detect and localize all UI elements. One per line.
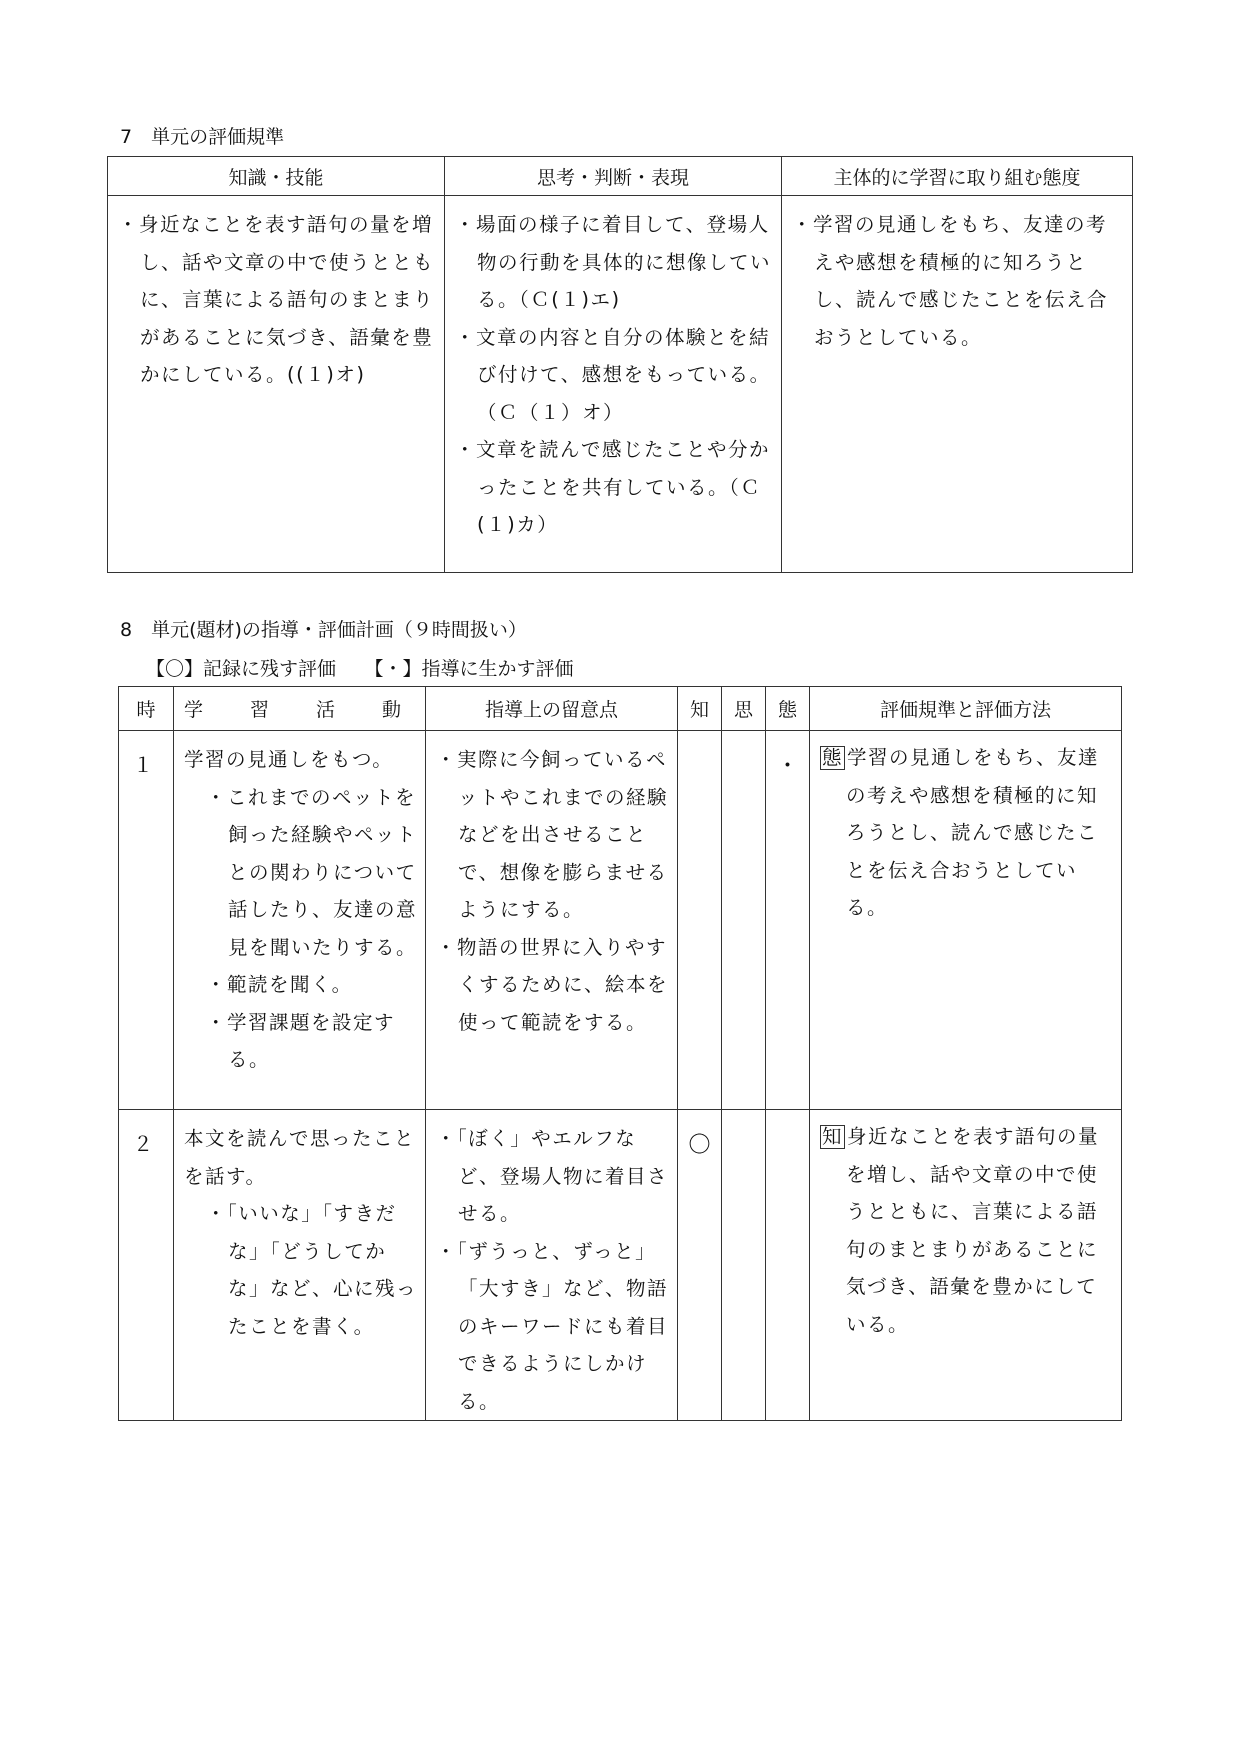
activity-item: ・範読を聞く。 — [206, 973, 353, 996]
knowledge-mark: 〇 — [678, 1110, 722, 1421]
evaluation-legend: 【〇】記録に残す評価 【・】指導に生かす評価 — [146, 658, 574, 680]
activity-item: ・「いいな」「すきだな」「どうしてかな」など、心に残ったことを書く。 — [206, 1202, 418, 1338]
header-instruction-notes: 指導上の留意点 — [426, 687, 678, 731]
note-item: ・実際に今飼っているペットやこれまでの経験などを出させることで、想像を膨らませるようにする。 — [436, 748, 669, 921]
thinking-mark — [722, 1110, 766, 1421]
activity-lead: 学習の見通しをもつ。 — [184, 748, 394, 771]
evaluation-cell — [810, 731, 1122, 1110]
criteria-item: ・文章を読んで感じたことや分かったことを共有している。（Ｃ(１)カ） — [455, 438, 771, 536]
criteria-item: ・身近なことを表す語句の量を増し、話や文章の中で使うとともに、言葉による語句のまとまりがあることに気づき、語彙を豊かにしている。((１)オ) — [118, 213, 435, 386]
section-7-title: 7 単元の評価規準 — [120, 126, 285, 148]
header-knowledge: 知 — [678, 687, 722, 731]
criteria-item: ・文章の内容と自分の体験とを結び付けて、感想をもっている。（Ｃ（１）オ） — [455, 325, 771, 424]
note-item: ・物語の世界に入りやすくするために、絵本を使って範読をする。 — [436, 935, 669, 1034]
attitude-mark: ・ — [766, 731, 810, 1110]
header-thinking-judgment-expression: 思考・判断・表現 — [445, 157, 782, 196]
instruction-plan-table — [118, 686, 1122, 1421]
instruction-notes-cell — [426, 1110, 678, 1421]
thinking-cell — [445, 196, 782, 573]
note-item: ・「ずうっと、ずっと」「大すき」など、物語のキーワードにも着目できるようにしかける。 — [436, 1239, 669, 1413]
knowledge-mark — [678, 731, 722, 1110]
evaluation-tag: 態 — [822, 746, 844, 769]
learning-activity-cell — [174, 731, 426, 1110]
section-8-title: 8 単元(題材)の指導・評価計画（９時間扱い） — [120, 619, 527, 641]
attitude-cell — [782, 196, 1133, 573]
header-attitude: 態 — [766, 687, 810, 731]
header-thinking: 思 — [722, 687, 766, 731]
header-period: 時 — [119, 687, 174, 731]
note-item: ・「ぼく」やエルフなど、登場人物に着目させる。 — [436, 1127, 669, 1225]
header-knowledge-skills: 知識・技能 — [108, 157, 445, 196]
criteria-item: ・場面の様子に着目して、登場人物の行動を具体的に想像している。（Ｃ(１)エ) — [455, 213, 772, 311]
evaluation-cell — [810, 1110, 1122, 1421]
learning-activity-cell — [174, 1110, 426, 1421]
evaluation-criteria-table — [107, 156, 1133, 573]
header-evaluation-method: 評価規準と評価方法 — [810, 687, 1122, 731]
table-row — [119, 731, 1122, 1110]
evaluation-tag: 知 — [822, 1125, 844, 1148]
period-number: １ — [119, 731, 174, 1110]
header-learning-activity: 学 習 活 動 — [174, 687, 426, 731]
evaluation-text: 身近なことを表す語句の量を増し、話や文章の中で使うとともに、言葉による語句のまとまりがあることに気づき、語彙を豊かにしている。 — [846, 1125, 1100, 1336]
activity-item: ・これまでのペットを飼った経験やペットとの関わりについて話したり、友達の意見を聞いたりする。 — [206, 785, 418, 959]
period-number: ２ — [119, 1110, 174, 1421]
attitude-mark — [766, 1110, 810, 1421]
knowledge-skills-cell — [108, 196, 445, 573]
header-attitude: 主体的に学習に取り組む態度 — [782, 157, 1133, 196]
activity-lead: 本文を読んで思ったことを話す。 — [184, 1127, 416, 1188]
instruction-notes-cell — [426, 731, 678, 1110]
thinking-mark — [722, 731, 766, 1110]
activity-item: ・学習課題を設定する。 — [206, 1010, 396, 1071]
table-row — [119, 1110, 1122, 1421]
criteria-item: ・学習の見通しをもち、友達の考えや感想を積極的に知ろうとし、読んで感じたことを伝え合おうとしている。 — [792, 213, 1109, 349]
evaluation-text: 学習の見通しをもち、友達の考えや感想を積極的に知ろうとし、読んで感じたことを伝え合おうとしている。 — [846, 746, 1100, 919]
